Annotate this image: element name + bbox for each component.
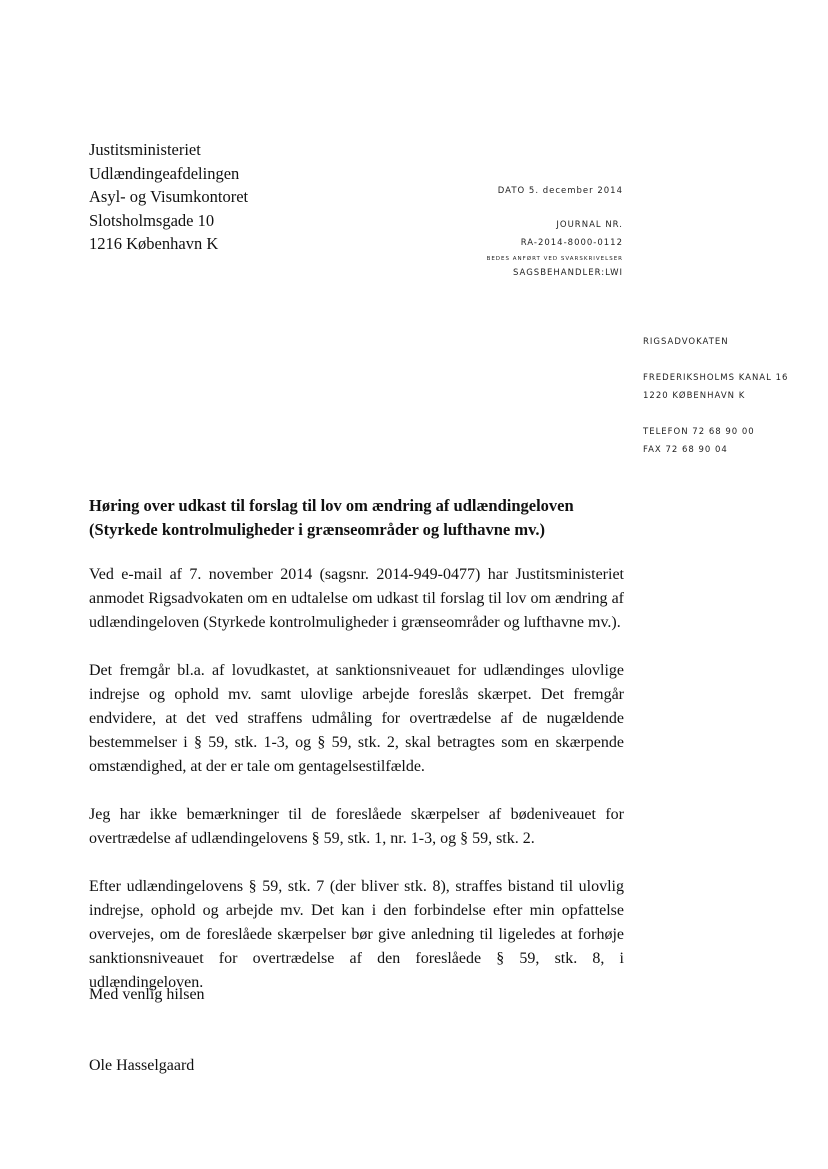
- recipient-line: Asyl- og Visumkontoret: [89, 187, 249, 206]
- paragraph: Det fremgår bl.a. af lovudkastet, at sanktionsniveauet for udlændinges ulovlige indrejse og ophold mv. samt ulovlige arbejde foreslås skærpet. Det fremgår endvidere, at det ved straffens udmåling for overtrædelse af de nugældende bestemmelser i § 59, stk. 1-3, og § 59, stk. 2, skal betragtes som en skærpende omstændighed, at der er tale om gentagelsestilfælde.: [89, 662, 624, 775]
- paragraph: Ved e-mail af 7. november 2014 (sagsnr. 2014-949-0477) har Justitsministeriet anmodet Rigsadvokaten om en udtalelse om udkast til forslag til lov om ændring af udlændingeloven (Styrkede kontrolmuligheder i grænseområder og lufthavne mv.).: [89, 566, 624, 631]
- letter-body: [89, 563, 624, 1019]
- sender-fax: FAX 72 68 90 04: [643, 445, 728, 455]
- recipient-line: Justitsministeriet: [89, 140, 201, 159]
- sender-phone: TELEFON 72 68 90 00: [643, 427, 755, 437]
- letter-metadata: [487, 186, 623, 278]
- date: DATO 5. december 2014: [497, 186, 623, 196]
- sender-city: 1220 KØBENHAVN K: [643, 391, 746, 401]
- recipient-line: Udlændingeafdelingen: [89, 163, 240, 183]
- sender-street: FREDERIKSHOLMS KANAL 16: [643, 373, 789, 383]
- journal-label: JOURNAL NR.: [556, 220, 623, 230]
- letter-heading: Høring over udkast til forslag til lov om ændring af udlændingeloven (Styrkede kontrolmuligheder i grænseområder og lufthavne mv.): [89, 496, 574, 539]
- signer-name: Ole Hasselgaard: [89, 1057, 195, 1074]
- recipient-line: 1216 København K: [89, 234, 219, 253]
- recipient-line: Slotsholmsgade 10: [89, 210, 215, 230]
- reference-note: BEDES ANFØRT VED SVARSKRIVELSER: [486, 256, 623, 262]
- paragraph: Efter udlændingelovens § 59, stk. 7 (der bliver stk. 8), straffes bistand til ulovlig indrejse, ophold og arbejde mv. Det kan i den forbindelse efter min opfattelse overvejes, om de foreslåede skærpelser bør give anledning til ligeledes at forhøje sanktionsniveauet for overtrædelse af den foreslåede § 59, stk. 8, i udlændingeloven.: [89, 878, 624, 991]
- recipient-address: [89, 138, 248, 256]
- case-handler: SAGSBEHANDLER:LWI: [513, 268, 623, 278]
- journal-number: RA-2014-8000-0112: [520, 238, 623, 248]
- sender-block: [643, 333, 788, 459]
- sender-name: RIGSADVOKATEN: [643, 337, 729, 347]
- closing: Med venlig hilsen: [89, 986, 205, 1003]
- paragraph: Jeg har ikke bemærkninger til de foreslåede skærpelser af bødeniveauet for overtrædelse af udlændingelovens § 59, stk. 1, nr. 1-3, og § 59, stk. 2.: [89, 806, 624, 847]
